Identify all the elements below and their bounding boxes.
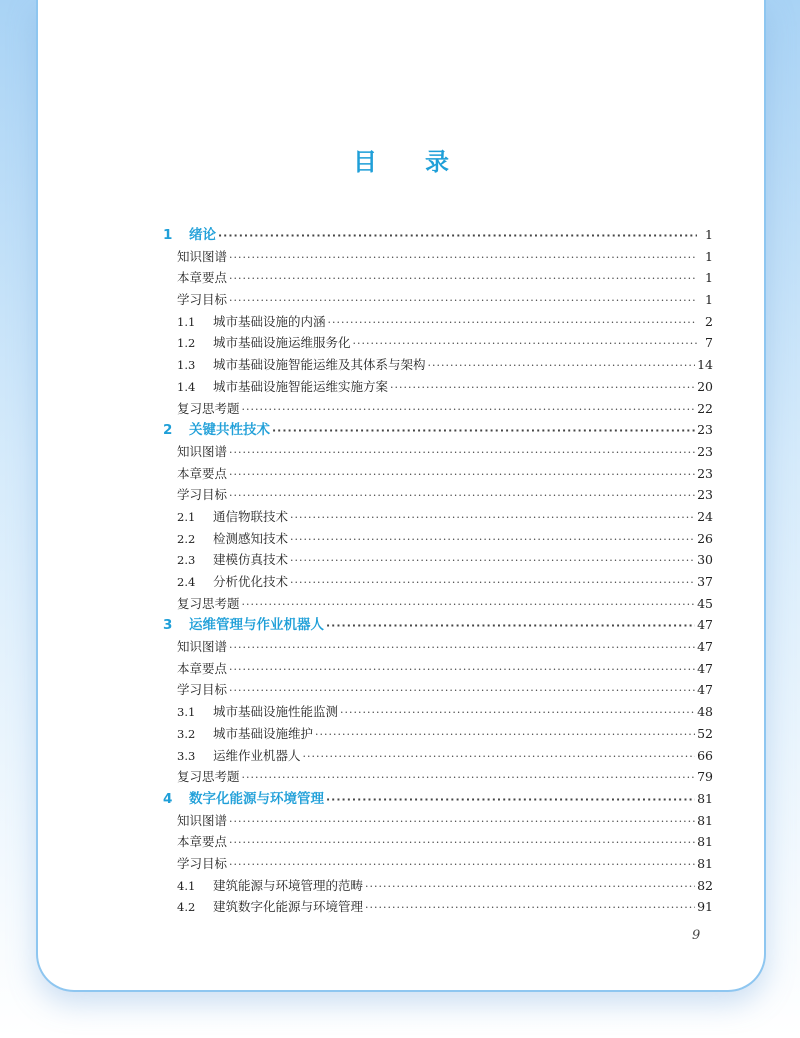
toc-entry-title: 本章要点 <box>177 465 228 481</box>
toc-entry-number: 1.2 <box>177 336 196 351</box>
toc-entry-page: 91 <box>697 899 713 915</box>
toc-entry-number: 3 <box>163 617 173 634</box>
dot-leader <box>390 377 695 399</box>
toc-entry-number: 2.3 <box>177 553 196 568</box>
toc-entry-page: 82 <box>697 877 713 893</box>
toc-entry-title: 本章要点 <box>177 660 228 676</box>
dot-leader <box>229 659 695 681</box>
dot-leader <box>229 485 695 507</box>
toc-entry-sub[interactable] <box>163 679 713 701</box>
toc-entry-sec[interactable] <box>163 701 713 723</box>
dot-leader <box>229 832 695 854</box>
page-card <box>36 0 766 992</box>
toc-entry-page: 81 <box>697 812 713 828</box>
toc-entry-sec[interactable] <box>163 875 713 897</box>
dot-leader <box>353 333 697 355</box>
page-title <box>38 142 764 177</box>
toc-entry-title: 知识图谱 <box>177 639 228 655</box>
toc-entry-sub[interactable] <box>163 289 713 311</box>
toc-entry-title: 绪论 <box>189 227 216 243</box>
toc-entry-sub[interactable] <box>163 766 713 788</box>
toc-entry-number: 1 <box>163 227 173 243</box>
toc-entry-title: 城市基础设施运维服务化 <box>213 335 351 351</box>
toc-entry-sub[interactable] <box>163 484 713 506</box>
toc-entry-page: 79 <box>697 769 713 785</box>
toc-entry-sub[interactable] <box>163 398 713 420</box>
toc-entry-number: 2.1 <box>177 509 196 524</box>
toc-entry-title: 检测感知技术 <box>213 530 289 546</box>
dot-leader <box>365 897 695 919</box>
dot-leader <box>229 680 695 702</box>
toc-entry-title: 建筑能源与环境管理的范畴 <box>213 877 364 893</box>
toc-entry-page: 30 <box>697 552 713 568</box>
toc-entry-sub[interactable] <box>163 658 713 680</box>
toc-entry-sub[interactable] <box>163 831 713 853</box>
toc-entry-number: 1.4 <box>177 379 196 394</box>
toc-entry-sec[interactable] <box>163 896 713 918</box>
toc-entry-page: 22 <box>697 400 713 416</box>
toc-entry-title: 城市基础设施智能运维实施方案 <box>213 378 389 394</box>
table-of-contents <box>163 224 713 918</box>
toc-entry-number: 4.2 <box>177 900 196 915</box>
toc-entry-page: 20 <box>697 378 713 394</box>
toc-entry-page: 47 <box>697 660 713 676</box>
dot-leader <box>303 746 696 768</box>
toc-entry-sec[interactable] <box>163 571 713 593</box>
toc-entry-sec[interactable] <box>163 745 713 767</box>
toc-entry-sec[interactable] <box>163 332 713 354</box>
toc-entry-page: 48 <box>697 704 713 720</box>
toc-entry-title: 本章要点 <box>177 270 228 286</box>
toc-entry-title: 数字化能源与环境管理 <box>189 790 324 807</box>
toc-entry-page: 1 <box>705 270 713 286</box>
toc-entry-title: 复习思考题 <box>177 595 240 611</box>
toc-entry-number: 1.3 <box>177 358 196 373</box>
dot-leader <box>229 464 695 486</box>
toc-entry-page: 45 <box>697 595 713 611</box>
toc-entry-page: 23 <box>697 487 713 503</box>
dot-leader <box>242 399 696 421</box>
toc-entry-sec[interactable] <box>163 723 713 745</box>
toc-entry-page: 14 <box>697 357 713 373</box>
toc-entry-sec[interactable] <box>163 311 713 333</box>
dot-leader <box>315 724 695 746</box>
toc-entry-title: 复习思考题 <box>177 400 240 416</box>
toc-entry-title: 学习目标 <box>177 855 228 871</box>
toc-entry-number: 2.4 <box>177 575 196 589</box>
dot-leader <box>229 811 695 833</box>
dot-leader <box>326 615 695 637</box>
toc-entry-sub[interactable] <box>163 463 713 485</box>
dot-leader <box>290 572 695 594</box>
toc-entry-chapter[interactable] <box>163 788 713 810</box>
toc-entry-sec[interactable] <box>163 549 713 571</box>
dot-leader <box>290 550 695 572</box>
toc-entry-sec[interactable] <box>163 354 713 376</box>
toc-entry-page: 2 <box>705 313 713 329</box>
dot-leader <box>242 767 696 789</box>
toc-entry-number: 1.1 <box>177 314 196 329</box>
dot-leader <box>328 312 697 334</box>
toc-entry-page: 47 <box>697 682 713 698</box>
toc-entry-page: 37 <box>697 574 713 589</box>
toc-entry-chapter[interactable] <box>163 614 713 636</box>
toc-entry-title: 分析优化技术 <box>213 574 289 589</box>
dot-leader <box>340 702 695 724</box>
dot-leader <box>229 854 695 876</box>
toc-entry-page: 23 <box>697 465 713 481</box>
toc-entry-number: 2.2 <box>177 531 196 546</box>
toc-entry-title: 建筑数字化能源与环境管理 <box>213 899 364 915</box>
toc-entry-title: 关键共性技术 <box>189 422 270 439</box>
toc-entry-sub[interactable] <box>163 441 713 463</box>
dot-leader <box>218 225 697 247</box>
toc-entry-sub[interactable] <box>163 810 713 832</box>
title-left-char: 目 <box>353 148 377 176</box>
toc-entry-chapter[interactable] <box>163 224 713 246</box>
toc-entry-title: 知识图谱 <box>177 812 228 828</box>
toc-entry-number: 3.1 <box>177 705 196 720</box>
toc-entry-title: 复习思考题 <box>177 769 240 785</box>
dot-leader <box>229 268 697 290</box>
toc-entry-number: 3.3 <box>177 748 196 763</box>
toc-entry-page: 47 <box>697 617 713 633</box>
toc-entry-number: 3.2 <box>177 726 196 741</box>
toc-entry-title: 城市基础设施维护 <box>213 725 314 741</box>
dot-leader <box>242 594 696 616</box>
toc-entry-title: 学习目标 <box>177 487 228 503</box>
toc-entry-number: 2 <box>163 422 173 439</box>
toc-entry-title: 本章要点 <box>177 834 228 850</box>
toc-entry-sub[interactable] <box>163 636 713 658</box>
dot-leader <box>428 355 696 377</box>
toc-entry-number: 4 <box>163 790 173 807</box>
toc-entry-title: 知识图谱 <box>177 443 228 459</box>
toc-entry-page: 26 <box>697 530 713 546</box>
toc-entry-page: 52 <box>697 725 713 741</box>
title-right-char: 录 <box>425 148 449 176</box>
dot-leader <box>272 420 695 442</box>
toc-entry-page: 1 <box>705 292 713 308</box>
toc-entry-page: 23 <box>697 422 713 438</box>
toc-entry-page: 7 <box>705 335 713 351</box>
toc-entry-title: 知识图谱 <box>177 248 228 264</box>
toc-entry-sub[interactable] <box>163 246 713 268</box>
toc-entry-title: 学习目标 <box>177 292 228 308</box>
toc-entry-page: 81 <box>697 790 713 806</box>
toc-entry-title: 城市基础设施性能监测 <box>213 704 339 720</box>
toc-entry-sub[interactable] <box>163 853 713 875</box>
page-number: 9 <box>692 928 701 943</box>
toc-entry-sec[interactable] <box>163 528 713 550</box>
dot-leader <box>326 789 695 811</box>
toc-entry-title: 运维作业机器人 <box>213 747 301 763</box>
toc-entry-page: 47 <box>697 639 713 655</box>
dot-leader <box>229 637 695 659</box>
dot-leader <box>290 507 695 529</box>
toc-entry-sec[interactable] <box>163 376 713 398</box>
dot-leader <box>365 876 695 898</box>
toc-entry-title: 运维管理与作业机器人 <box>189 617 324 634</box>
toc-entry-page: 81 <box>697 834 713 850</box>
toc-entry-page: 24 <box>697 508 713 524</box>
toc-entry-title: 通信物联技术 <box>213 508 289 524</box>
toc-entry-number: 4.1 <box>177 878 196 893</box>
dot-leader <box>229 247 697 269</box>
toc-entry-sub[interactable] <box>163 267 713 289</box>
toc-entry-title: 城市基础设施的内涵 <box>213 313 326 329</box>
dot-leader <box>229 442 695 464</box>
toc-entry-title: 建模仿真技术 <box>213 552 289 568</box>
toc-entry-chapter[interactable] <box>163 419 713 441</box>
toc-entry-page: 1 <box>705 248 713 264</box>
toc-entry-title: 城市基础设施智能运维及其体系与架构 <box>213 357 426 373</box>
toc-entry-title: 学习目标 <box>177 682 228 698</box>
toc-entry-page: 66 <box>697 747 713 763</box>
toc-entry-sec[interactable] <box>163 506 713 528</box>
toc-entry-page: 81 <box>697 855 713 871</box>
toc-entry-page: 1 <box>705 227 713 242</box>
dot-leader <box>290 529 695 551</box>
toc-entry-page: 23 <box>697 443 713 459</box>
toc-entry-sub[interactable] <box>163 593 713 615</box>
dot-leader <box>229 290 697 312</box>
